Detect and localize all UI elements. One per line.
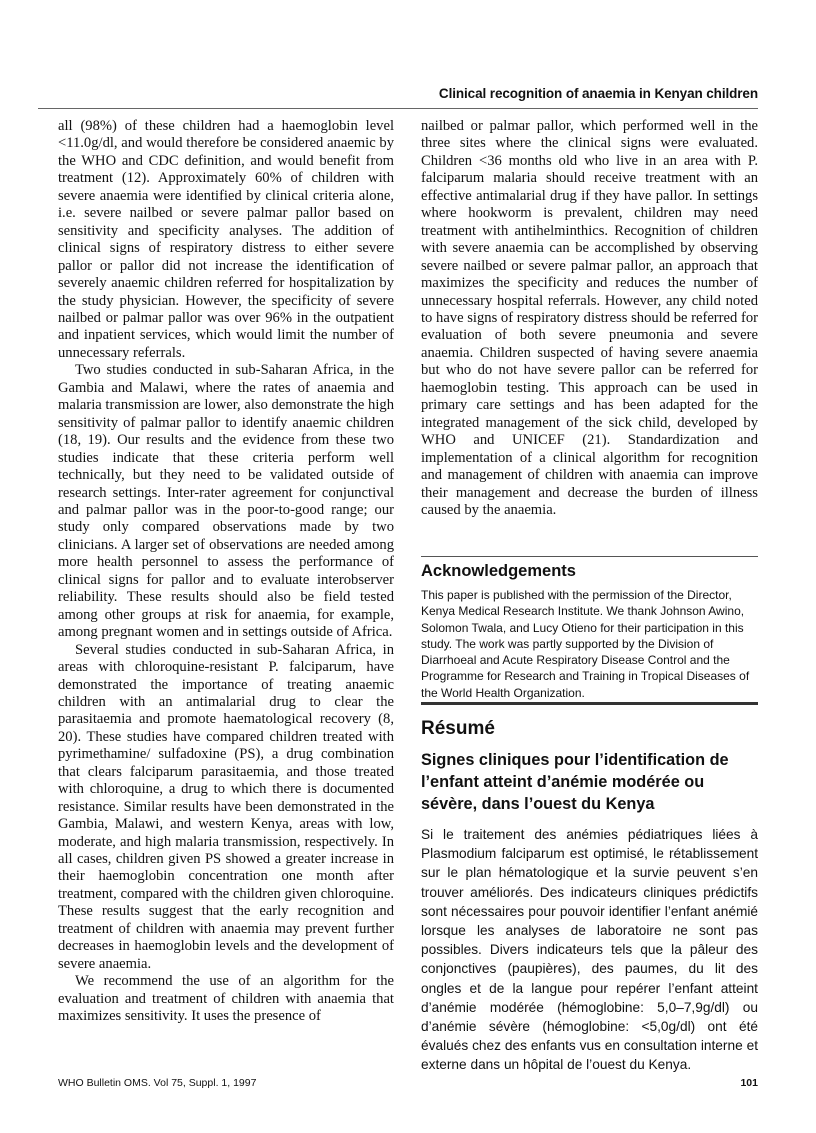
resume-heading: Résumé xyxy=(421,718,495,739)
resume-section xyxy=(421,717,758,1075)
footer-journal: WHO Bulletin OMS. Vol 75, Suppl. 1, 1997 xyxy=(58,1077,257,1089)
right-column xyxy=(421,118,758,519)
running-head-title: Clinical recognition of anaemia in Kenyan children xyxy=(438,86,758,101)
resume-text: Si le traitement des anémies pédiatriques liées à Plasmodium falciparum est optimisé, le rétablissement sur le plan hématologique et la survie peuvent s’en trouver améliorés. Des indicateurs cliniques prédictifs sont nécessaires pour pouvoir identifier l’enfant anémié lorsque les analyses de laboratoire ne sont pas possibles. Divers indicateurs tels que la pâleur des conjonctives (paupières), des paumes, du lit des ongles et de la langue pour repérer l’enfant atteint d’anémie modérée (hémoglobine: 5,0–7,9g/dl) ou d’anémie sévère (hémoglobine: <5,0g/dl) ont été évalués chez des enfants vus en consultation interne et externe dans un hôpital de l’ouest du Kenya. xyxy=(421,827,758,1073)
acknowledgements-section xyxy=(421,561,758,701)
body-paragraph: Two studies conducted in sub-Saharan Africa, in the Gambia and Malawi, where the rates of anaemia and malaria transmission are lower, also demonstrate the high sensitivity of palmar pallor to identify anaemic children (18, 19). Our results and the evidence from these two studies indicate that these criteria perform well technically, but they need to be validated outside of research settings. Inter-rater agreement for conjunctival and palmar pallor was in the poor-to-good range; our study only compared observations made by two clinicians. A larger set of observations are needed among more health personnel to assess the performance of clinical signs for pallor and to evaluate interobserver reliability. These results should also be field tested among other groups at risk for anaemia, for example, among pregnant women and in settings outside of Africa. xyxy=(58,362,394,641)
body-paragraph: We recommend the use of an algorithm for the evaluation and treatment of children with anaemia that maximizes sensitivity. It uses the presence of xyxy=(58,973,394,1025)
body-paragraph: all (98%) of these children had a haemoglobin level <11.0g/dl, and would therefore be considered anaemic by the WHO and CDC definition, and would benefit from treatment (12). Approximately 60% of children with severe anaemia were identified by clinical criteria alone, i.e. severe nailbed or severe palmar pallor based on sensitivity and specificity analyses. The addition of clinical signs of respiratory distress to either severe pallor or pallor did not increase the identification of severely anaemic children referred for hospitalization by the study physician. However, the specificity of severe nailbed or palmar pallor was over 96% in the outpatient and inpatient services, which would limit the number of unnecessary referrals. xyxy=(58,118,394,361)
left-column xyxy=(58,118,394,1026)
body-paragraph: Several studies conducted in sub-Saharan Africa, in areas with chloroquine-resistant P. falciparum, have demonstrated the importance of treating anaemic children with an antimalarial drug to clear the parasitaemia and promote haematological recovery (8, 20). These studies have compared children treated with pyrimethamine/ sulfadoxine (PS), a drug combination that clears falciparum parasitaemia, and those treated with chloroquine, a drug to which there is documented resistance. Similar results have been demonstrated in the Gambia, Malawi, and western Kenya, areas with low, moderate, and high malaria transmission, respectively. In all cases, children given PS showed a greater increase in their haemoglobin concentration one month after treatment, compared with the children given chloroquine. These results suggest that the early recognition and treatment of children with anaemia may prevent further decreases in haemoglobin levels and the development of severe anaemia. xyxy=(58,641,394,972)
acknowledgements-rule xyxy=(421,556,758,557)
resume-subtitle: Signes cliniques pour l’identification de l’enfant atteint d’anémie modérée ou sévère, dans l’ouest du Kenya xyxy=(421,751,729,813)
body-paragraph: nailbed or palmar pallor, which performed well in the three sites where the clinical signs were evaluated. Children <36 months old who live in an area with P. falciparum malaria should receive treatment with an effective antimalarial drug if they have pallor. In settings where hookworm is prevalent, children may need treatment with antihelminthics. Recognition of children with severe anaemia can be accomplished by observing severe nailbed or severe palmar pallor, an approach that maximizes the specificity and reduces the number of unnecessary hospital referrals. However, any child noted to have signs of respiratory distress should be referred for evaluation of both severe pneumonia and severe anaemia. Children suspected of having severe anaemia but who do not have severe pallor can be referred for haemoglobin testing. This approach can be used in primary care settings and has been adapted for the integrated management of the sick child, developed by WHO and UNICEF (21). Standardization and implementation of a clinical algorithm for recognition and management of children with anaemia can improve their management and decrease the burden of illness caused by the anaemia. xyxy=(421,118,758,518)
resume-rule xyxy=(421,702,758,705)
header-rule xyxy=(38,108,758,109)
page-number: 101 xyxy=(740,1077,758,1089)
acknowledgements-text: This paper is published with the permission of the Director, Kenya Medical Research Institute. We thank Johnson Awino, Solomon Twala, and Lucy Otieno for their participation in this study. The work was partly supported by the Division of Diarrhoeal and Acute Respiratory Disease Control and the Programme for Research and Training in Tropical Diseases of the World Health Organization. xyxy=(421,588,750,700)
acknowledgements-heading: Acknowledgements xyxy=(421,562,576,580)
